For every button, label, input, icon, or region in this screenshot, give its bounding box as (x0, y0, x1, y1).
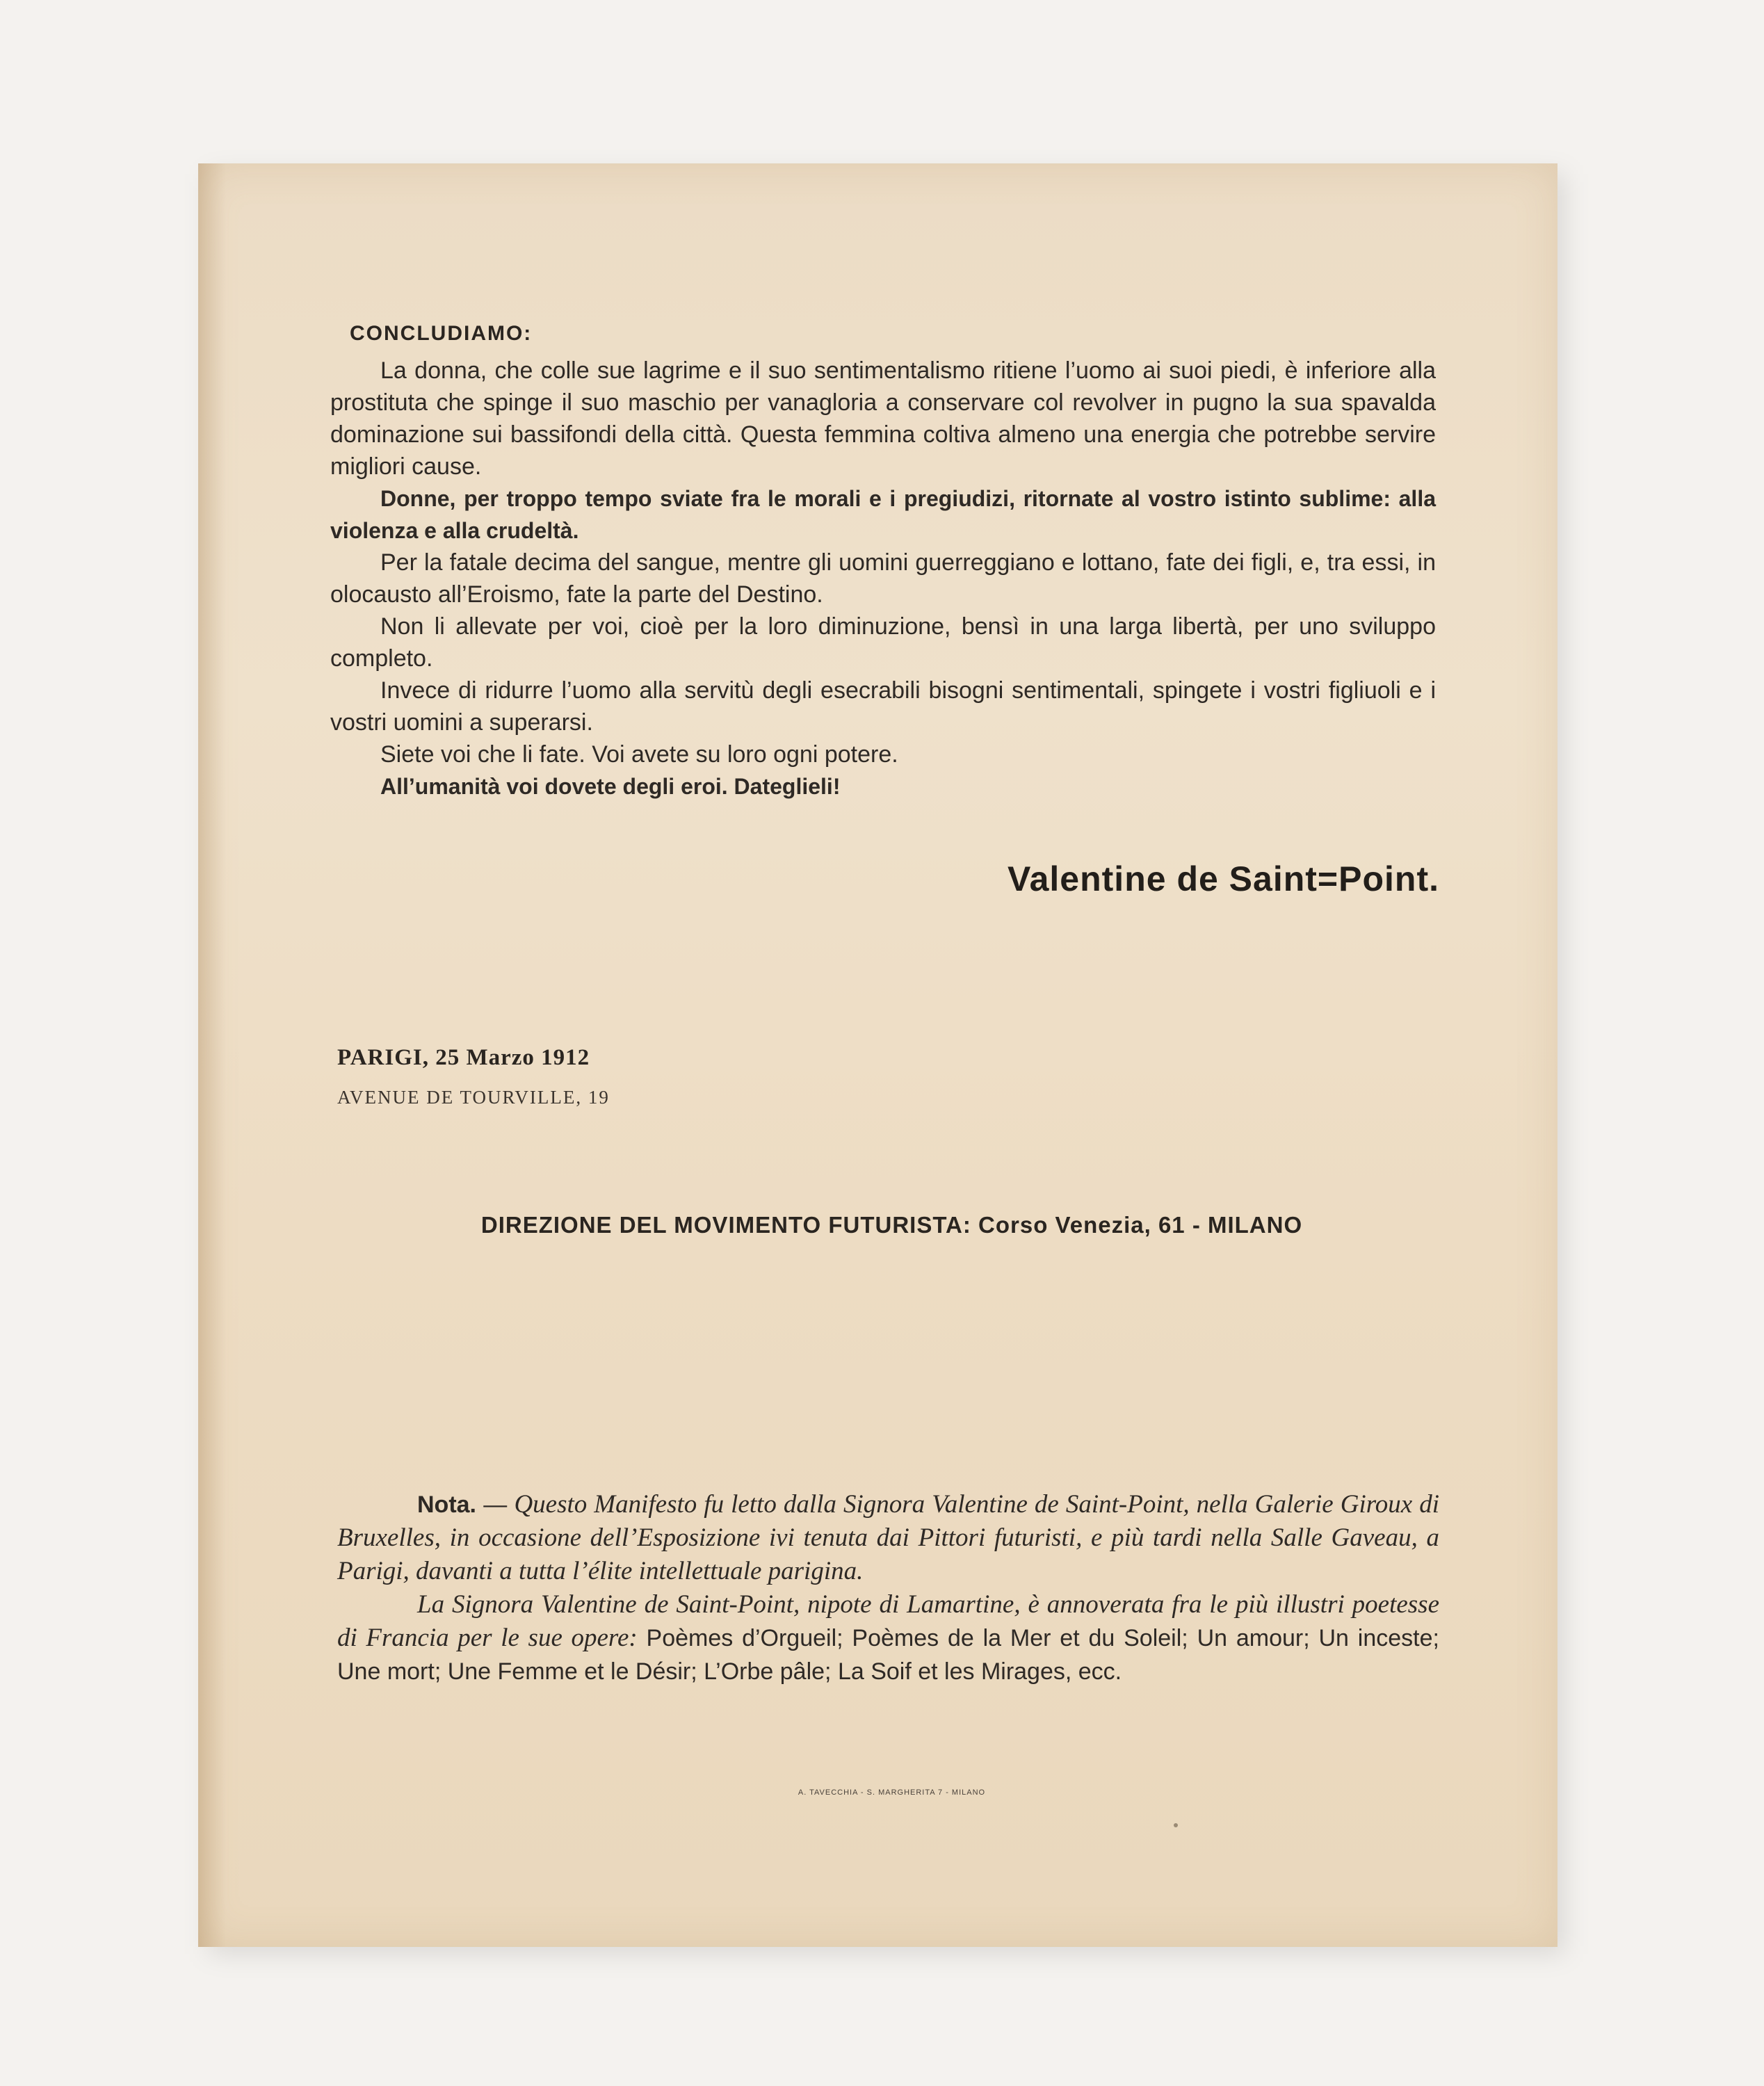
note-paragraph-2 (337, 1588, 1439, 1688)
manifesto-page (198, 163, 1557, 1947)
body-paragraph: Invece di ridurre l’uomo alla servitù degli esecrabili bisogni sentimentali, spingete i vostri figliuoli e i vostri uomini a superarsi. (330, 677, 1436, 736)
place-date: PARIGI, 25 Marzo 1912 (337, 1045, 590, 1070)
address-line: AVENUE DE TOURVILLE, 19 (337, 1087, 610, 1108)
conclusion-heading: CONCLUDIAMO: (350, 322, 533, 345)
note-text-1: Questo Manifesto fu letto dalla Signora Valentine de Saint-Point, nella Galerie Giroux di Bruxelles, in occasione dell’Esposizione ivi tenuta dai Pittori futuristi, e più tardi nella Salle Gaveau, a Parigi, davanti a tutta l’élite intellettuale parigina. (337, 1490, 1439, 1585)
manifesto-body (330, 355, 1436, 802)
body-paragraph: Siete voi che li fate. Voi avete su loro ogni potere. (380, 741, 898, 768)
note-label: Nota. (417, 1491, 476, 1518)
body-paragraph-bold: Donne, per troppo tempo sviate fra le morali e i pregiudizi, ritornate al vostro istinto sublime: alla violenza e alla crudeltà. (330, 486, 1436, 543)
body-paragraph-bold: All’umanità voi dovete degli eroi. Dateglieli! (380, 774, 841, 799)
note-section (337, 1488, 1439, 1688)
note-paragraph-1 (337, 1488, 1439, 1588)
body-paragraph: Non li allevate per voi, cioè per la loro diminuzione, bensì in una larga libertà, per uno sviluppo completo. (330, 613, 1436, 672)
body-paragraph: Per la fatale decima del sangue, mentre gli uomini guerreggiano e lottano, fate dei figli, e, tra essi, in olocausto all’Eroismo, fate la parte del Destino. (330, 549, 1436, 608)
movement-direction-line: DIREZIONE DEL MOVIMENTO FUTURISTA: Corso Venezia, 61 - MILANO (480, 1212, 1303, 1238)
note-dash: — (476, 1491, 515, 1518)
author-signature: Valentine de Saint=Point. (1008, 859, 1439, 898)
paper-spot (1174, 1823, 1178, 1827)
printer-imprint: A. TAVECCHIA - S. MARGHERITA 7 - MILANO (798, 1788, 986, 1797)
note-text-2: La Signora Valentine de Saint-Point, nipote di Lamartine, è annoverata fra le più illustri poetesse di Francia per le sue opere: (337, 1590, 1439, 1652)
body-paragraph: La donna, che colle sue lagrime e il suo sentimentalismo ritiene l’uomo ai suoi piedi, è inferiore alla prostituta che spinge il suo maschio per vanagloria a conservare col revolver in pugno la sua spavalda dominazione sui bassifondi della città. Questa femmina coltiva almeno una energia che potrebbe servire migliori cause. (330, 357, 1436, 480)
note-works-list: Poèmes d’Orgueil; Poèmes de la Mer et du Soleil; Un amour; Un inceste; Une mort; Une Femme et le Désir; L’Orbe pâle; La Soif et les Mirages, ecc. (337, 1625, 1439, 1685)
